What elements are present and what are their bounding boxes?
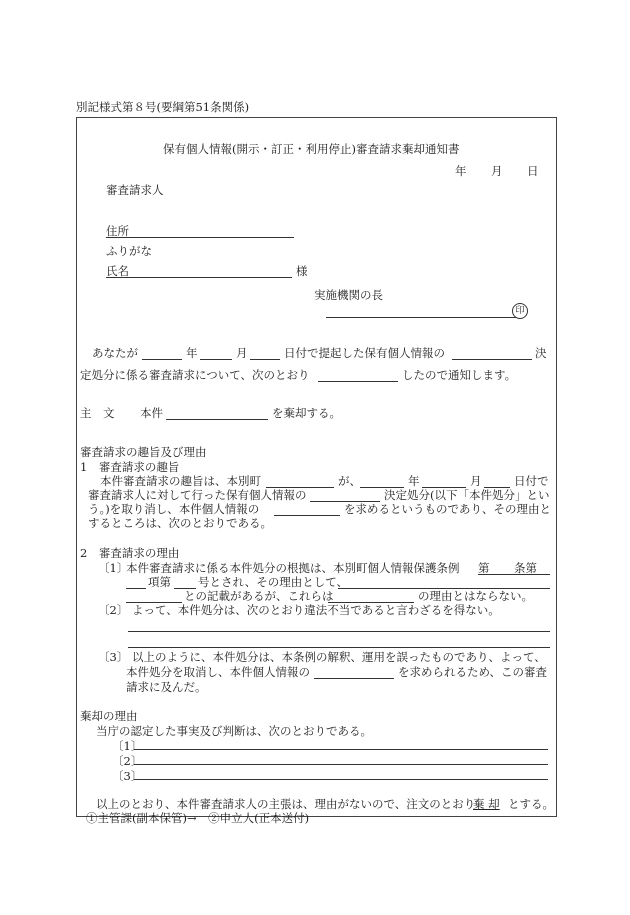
notice-line1-mid: 日付で提起した保有個人情報の (284, 346, 445, 360)
dismissal-heading: 棄却の理由 (80, 709, 138, 723)
s2-item3-line1: 以上のように、本件処分は、本条例の解釈、運用を誤ったものであり、よって、 (132, 650, 546, 664)
s2-item3-line2-a: 本件処分を取消し、本件個人情報の (126, 665, 310, 679)
section2-heading: 2 審査請求の理由 (80, 546, 180, 560)
section1-heading: 1 審査請求の趣旨 (80, 460, 180, 474)
s2-item1-mark: 〔1〕 (98, 561, 129, 575)
s1-day: 日付で (514, 474, 549, 488)
s1-line1-a: 本件審査請求の趣旨は、本別町 (100, 474, 261, 488)
conclusion-text: 以上のとおり、本件審査請求人の主張は、理由がないので、注文のとおり (96, 797, 476, 811)
s1-line3-a: う。)を取り消し、本件個人情報の (88, 502, 260, 516)
notice-line2-end: したので通知します。 (402, 368, 517, 382)
dismissal-item-2: 〔2〕 (112, 754, 143, 768)
dismissal-intro: 当庁の認定した事実及び判断は、次のとおりである。 (96, 724, 372, 738)
notice-line1-start: あなたが (92, 346, 138, 360)
honorific: 様 (296, 264, 308, 278)
s2-item1-line2-a: 項第 (148, 575, 171, 589)
s2-para-blank (126, 588, 146, 589)
main-label: 主 文 (80, 406, 115, 420)
date-day: 日 (527, 164, 539, 178)
notice-month: 月 (236, 346, 248, 360)
s2-item2-line1: よって、本件処分は、次のとおり違法不当であると言わざるを得ない。 (132, 603, 500, 617)
s1-request-blank (274, 515, 340, 516)
notice-year-blank (142, 359, 182, 360)
notice-line1-end: 決 (535, 346, 547, 360)
main-blank (166, 419, 268, 420)
notice-day-blank (250, 359, 280, 360)
document-title: 保有個人情報(開示・訂正・利用停止)審査請求棄却通知書 (163, 142, 460, 156)
dismissal-item-3-line (134, 779, 548, 780)
notice-year: 年 (186, 346, 198, 360)
dismissal-item-2-line (134, 764, 548, 765)
s2-item3-blank (314, 678, 394, 679)
address-line (106, 237, 294, 238)
s2-item1-line3-b: の理由とはならない。 (418, 589, 533, 603)
s2-item2-mark: 〔2〕 (98, 603, 129, 617)
s2-item3-line2-b: を求められるため、この審査 (398, 665, 548, 679)
date-month: 月 (491, 164, 503, 178)
s2-item2-blank2 (128, 647, 550, 648)
s1-line2-a: 審査請求人に対して行った保有個人情報の (88, 488, 307, 502)
issuer-label: 実施機関の長 (314, 288, 383, 302)
s1-line4: するところは、次のとおりである。 (88, 516, 272, 530)
conclusion-emphasis: 棄 却 (473, 797, 500, 811)
distribution-note: ①主管課(副本保管)→ ②申立人(正本送付) (86, 811, 310, 825)
s2-item1-art2: 条第 (514, 561, 537, 575)
name-line (106, 277, 292, 278)
s1-line3-b: を求めるというものであり、その理由と (344, 502, 551, 516)
furigana-label: ふりがな (106, 244, 152, 258)
main-text: を棄却する。 (272, 406, 341, 420)
name-label: 氏名 (106, 264, 129, 278)
dismissal-item-1-line (134, 749, 548, 750)
conclusion-end: とする。 (508, 797, 554, 811)
main-item: 本件 (140, 406, 163, 420)
s2-item2-blank1 (128, 631, 550, 632)
s2-item1-art: 第 (478, 561, 490, 575)
s2-item3-line3: 請求に及んだ。 (126, 680, 207, 694)
seal-mark: 印 (512, 303, 528, 319)
s1-year: 年 (408, 474, 420, 488)
notice-month-blank (200, 359, 232, 360)
issuer-line (326, 317, 516, 318)
notice-result-blank (318, 381, 398, 382)
s2-item3-mark: 〔3〕 (98, 650, 129, 664)
dismissal-item-3: 〔3〕 (112, 769, 143, 783)
address-label: 住所 (106, 224, 129, 238)
s2-item1-line1: 本件審査請求に係る本件処分の根拠は、本別町個人情報保護条例 (126, 561, 460, 575)
s1-line1-b: が、 (338, 474, 361, 488)
form-reference: 別記様式第８号(要綱第51条関係) (76, 100, 250, 114)
addressee-label: 審査請求人 (106, 183, 164, 197)
reasons-heading: 審査請求の趣旨及び理由 (80, 445, 207, 459)
dismissal-item-1: 〔1〕 (112, 739, 143, 753)
s2-item1-line2-b: 号とされ、その理由として、 (198, 575, 348, 589)
date-year: 年 (455, 164, 467, 178)
notice-line2-start: 定処分に係る審査請求について、次のとおり (80, 368, 310, 382)
s1-line2-b: 決定処分(以下「本件処分」とい (384, 488, 550, 502)
notice-info-blank (452, 359, 532, 360)
s1-month: 月 (470, 474, 482, 488)
s2-item1-line3-a: との記載があるが、これらは (184, 589, 334, 603)
